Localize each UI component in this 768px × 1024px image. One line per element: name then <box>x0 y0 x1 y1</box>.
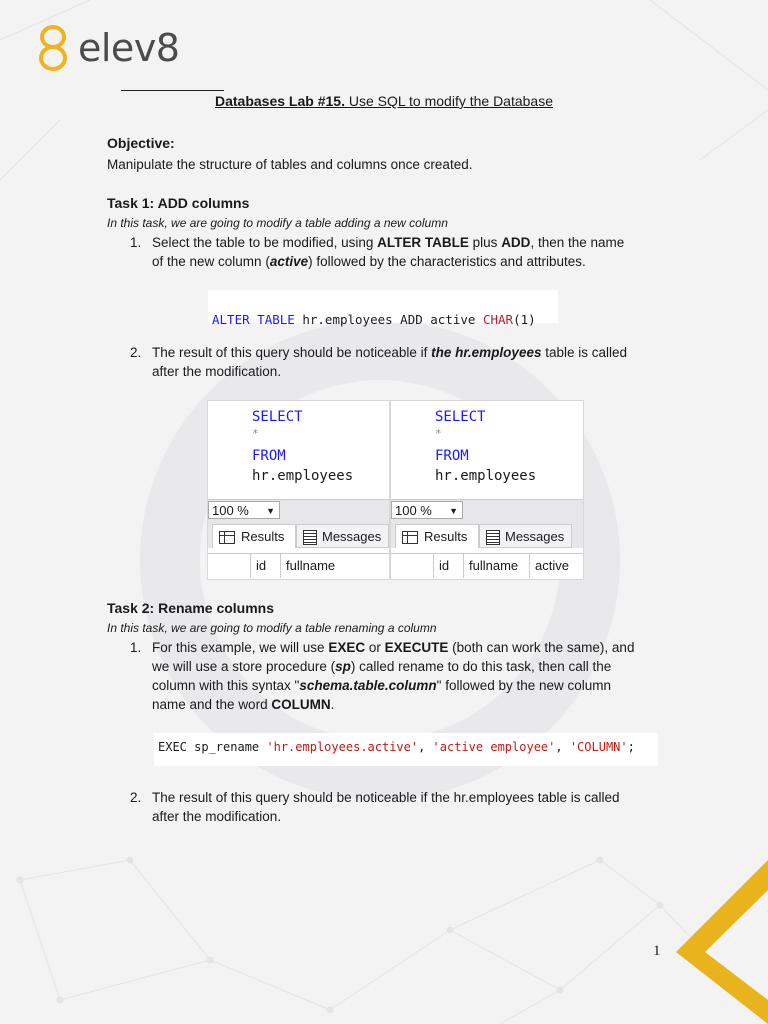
step-bold-italic: the hr.employees <box>431 345 542 360</box>
column-header: fullname <box>280 554 386 578</box>
code-text: , <box>555 740 570 754</box>
code-sp-rename <box>154 733 658 766</box>
zoom-select[interactable] <box>208 501 280 519</box>
messages-icon <box>486 530 500 545</box>
elev8-logo <box>36 24 179 72</box>
query-screenshot-after <box>390 400 584 580</box>
step-text: after the modification. <box>152 809 282 824</box>
zoom-value: 100 % <box>212 503 249 518</box>
results-tabs <box>208 522 389 548</box>
step-bold: ADD <box>501 235 531 250</box>
code-text: (1) <box>513 312 536 327</box>
task2-heading: Task 2: Rename columns <box>107 600 275 616</box>
logo-text: elev8 <box>78 26 180 70</box>
tab-results[interactable] <box>212 524 296 548</box>
tab-messages[interactable] <box>479 524 572 548</box>
step-text: . <box>330 697 335 712</box>
sql-star: * <box>435 427 442 440</box>
step-number: 1. <box>130 235 142 250</box>
sql-table: hr.employees <box>252 468 354 484</box>
code-keyword: TABLE <box>257 312 295 327</box>
code-string: 'active employee' <box>432 740 556 754</box>
sql-star: * <box>252 427 259 440</box>
code-text: EXEC sp_rename <box>158 740 267 754</box>
tab-label: Messages <box>322 529 382 544</box>
column-header: fullname <box>463 554 529 578</box>
title-bold: Databases Lab #15. <box>215 93 345 109</box>
step-text: after the modification. <box>152 364 282 379</box>
step-text: we will use a store procedure ( <box>152 659 336 674</box>
query-screenshot-before <box>207 400 390 580</box>
task2-intro: In this task, we are going to modify a table renaming a column <box>107 621 437 635</box>
zoom-toolbar <box>208 499 389 522</box>
sql-from: FROM <box>252 448 286 464</box>
step-text: (both can work the same), and <box>448 640 635 655</box>
result-columns <box>391 553 583 578</box>
zoom-toolbar <box>391 499 583 522</box>
results-tabs <box>391 522 583 548</box>
zoom-value: 100 % <box>395 503 432 518</box>
tab-label: Messages <box>505 529 565 544</box>
sql-select: SELECT <box>435 409 486 425</box>
tab-messages[interactable] <box>296 524 389 548</box>
task1-intro: In this task, we are going to modify a table adding a new column <box>107 216 448 230</box>
step-text: of the new column ( <box>152 254 270 269</box>
step-bold-italic: active <box>269 254 309 269</box>
header-rule <box>121 90 224 91</box>
column-header: active <box>529 554 585 578</box>
step-text: plus <box>468 235 502 250</box>
step-bold: ALTER TABLE <box>377 235 469 250</box>
step-number: 1. <box>130 640 142 655</box>
step-text: ) called rename to do this task, then call the <box>350 659 612 674</box>
code-string: 'hr.employees.active' <box>266 740 419 754</box>
tab-results[interactable] <box>395 524 479 548</box>
tab-label: Results <box>424 529 468 544</box>
step-text: , then the name <box>530 235 625 250</box>
code-text: ; <box>627 740 635 754</box>
infinity-8-icon <box>36 24 70 72</box>
step-number: 2. <box>130 790 142 805</box>
step-bold: EXEC <box>328 640 366 655</box>
step-text: or <box>365 640 385 655</box>
task1-step2 <box>130 343 672 381</box>
page-title <box>0 93 768 109</box>
step-bold: EXECUTE <box>384 640 449 655</box>
step-bold-italic: sp <box>335 659 351 674</box>
task1-step1 <box>130 233 672 271</box>
messages-icon <box>303 530 317 545</box>
step-text: name and the word <box>152 697 272 712</box>
step-bold: COLUMN <box>271 697 331 712</box>
step-text: The result of this query should be noticeable if <box>152 345 432 360</box>
tab-label: Results <box>241 529 285 544</box>
page-number: 1 <box>653 943 661 959</box>
code-keyword: ALTER <box>212 312 250 327</box>
step-text: table is called <box>541 345 628 360</box>
sql-table: hr.employees <box>435 468 537 484</box>
step-text: column with this syntax " <box>152 678 300 693</box>
column-header: id <box>250 554 282 578</box>
step-text: " followed by the new column <box>436 678 612 693</box>
chevron-down-icon: ▼ <box>266 506 275 516</box>
step-number: 2. <box>130 345 142 360</box>
code-alter-table <box>208 290 558 327</box>
step-text: The result of this query should be noticeable if the hr.employees table is called <box>152 790 620 805</box>
zoom-select[interactable] <box>391 501 463 519</box>
step-text: ) followed by the characteristics and attributes. <box>308 254 586 269</box>
code-type: CHAR <box>482 312 514 327</box>
step-text: For this example, we will use <box>152 640 329 655</box>
code-string: 'COLUMN' <box>569 740 628 754</box>
step-bold-italic: schema.table.column <box>299 678 437 693</box>
column-header: id <box>433 554 465 578</box>
task1-heading: Task 1: ADD columns <box>107 195 250 211</box>
grid-icon <box>402 531 418 544</box>
step-text: Select the table to be modified, using <box>152 235 378 250</box>
code-text: hr.employees ADD active <box>294 312 483 327</box>
task2-step1 <box>130 638 692 714</box>
sql-from: FROM <box>435 448 469 464</box>
code-text: , <box>418 740 433 754</box>
objective-text: Manipulate the structure of tables and columns once created. <box>107 157 473 172</box>
chevron-down-icon: ▼ <box>449 506 458 516</box>
result-columns <box>208 553 389 578</box>
sql-select: SELECT <box>252 409 303 425</box>
task2-step2 <box>130 788 692 826</box>
objective-heading: Objective: <box>107 135 175 151</box>
title-rest: Use SQL to modify the Database <box>344 93 553 109</box>
grid-icon <box>219 531 235 544</box>
